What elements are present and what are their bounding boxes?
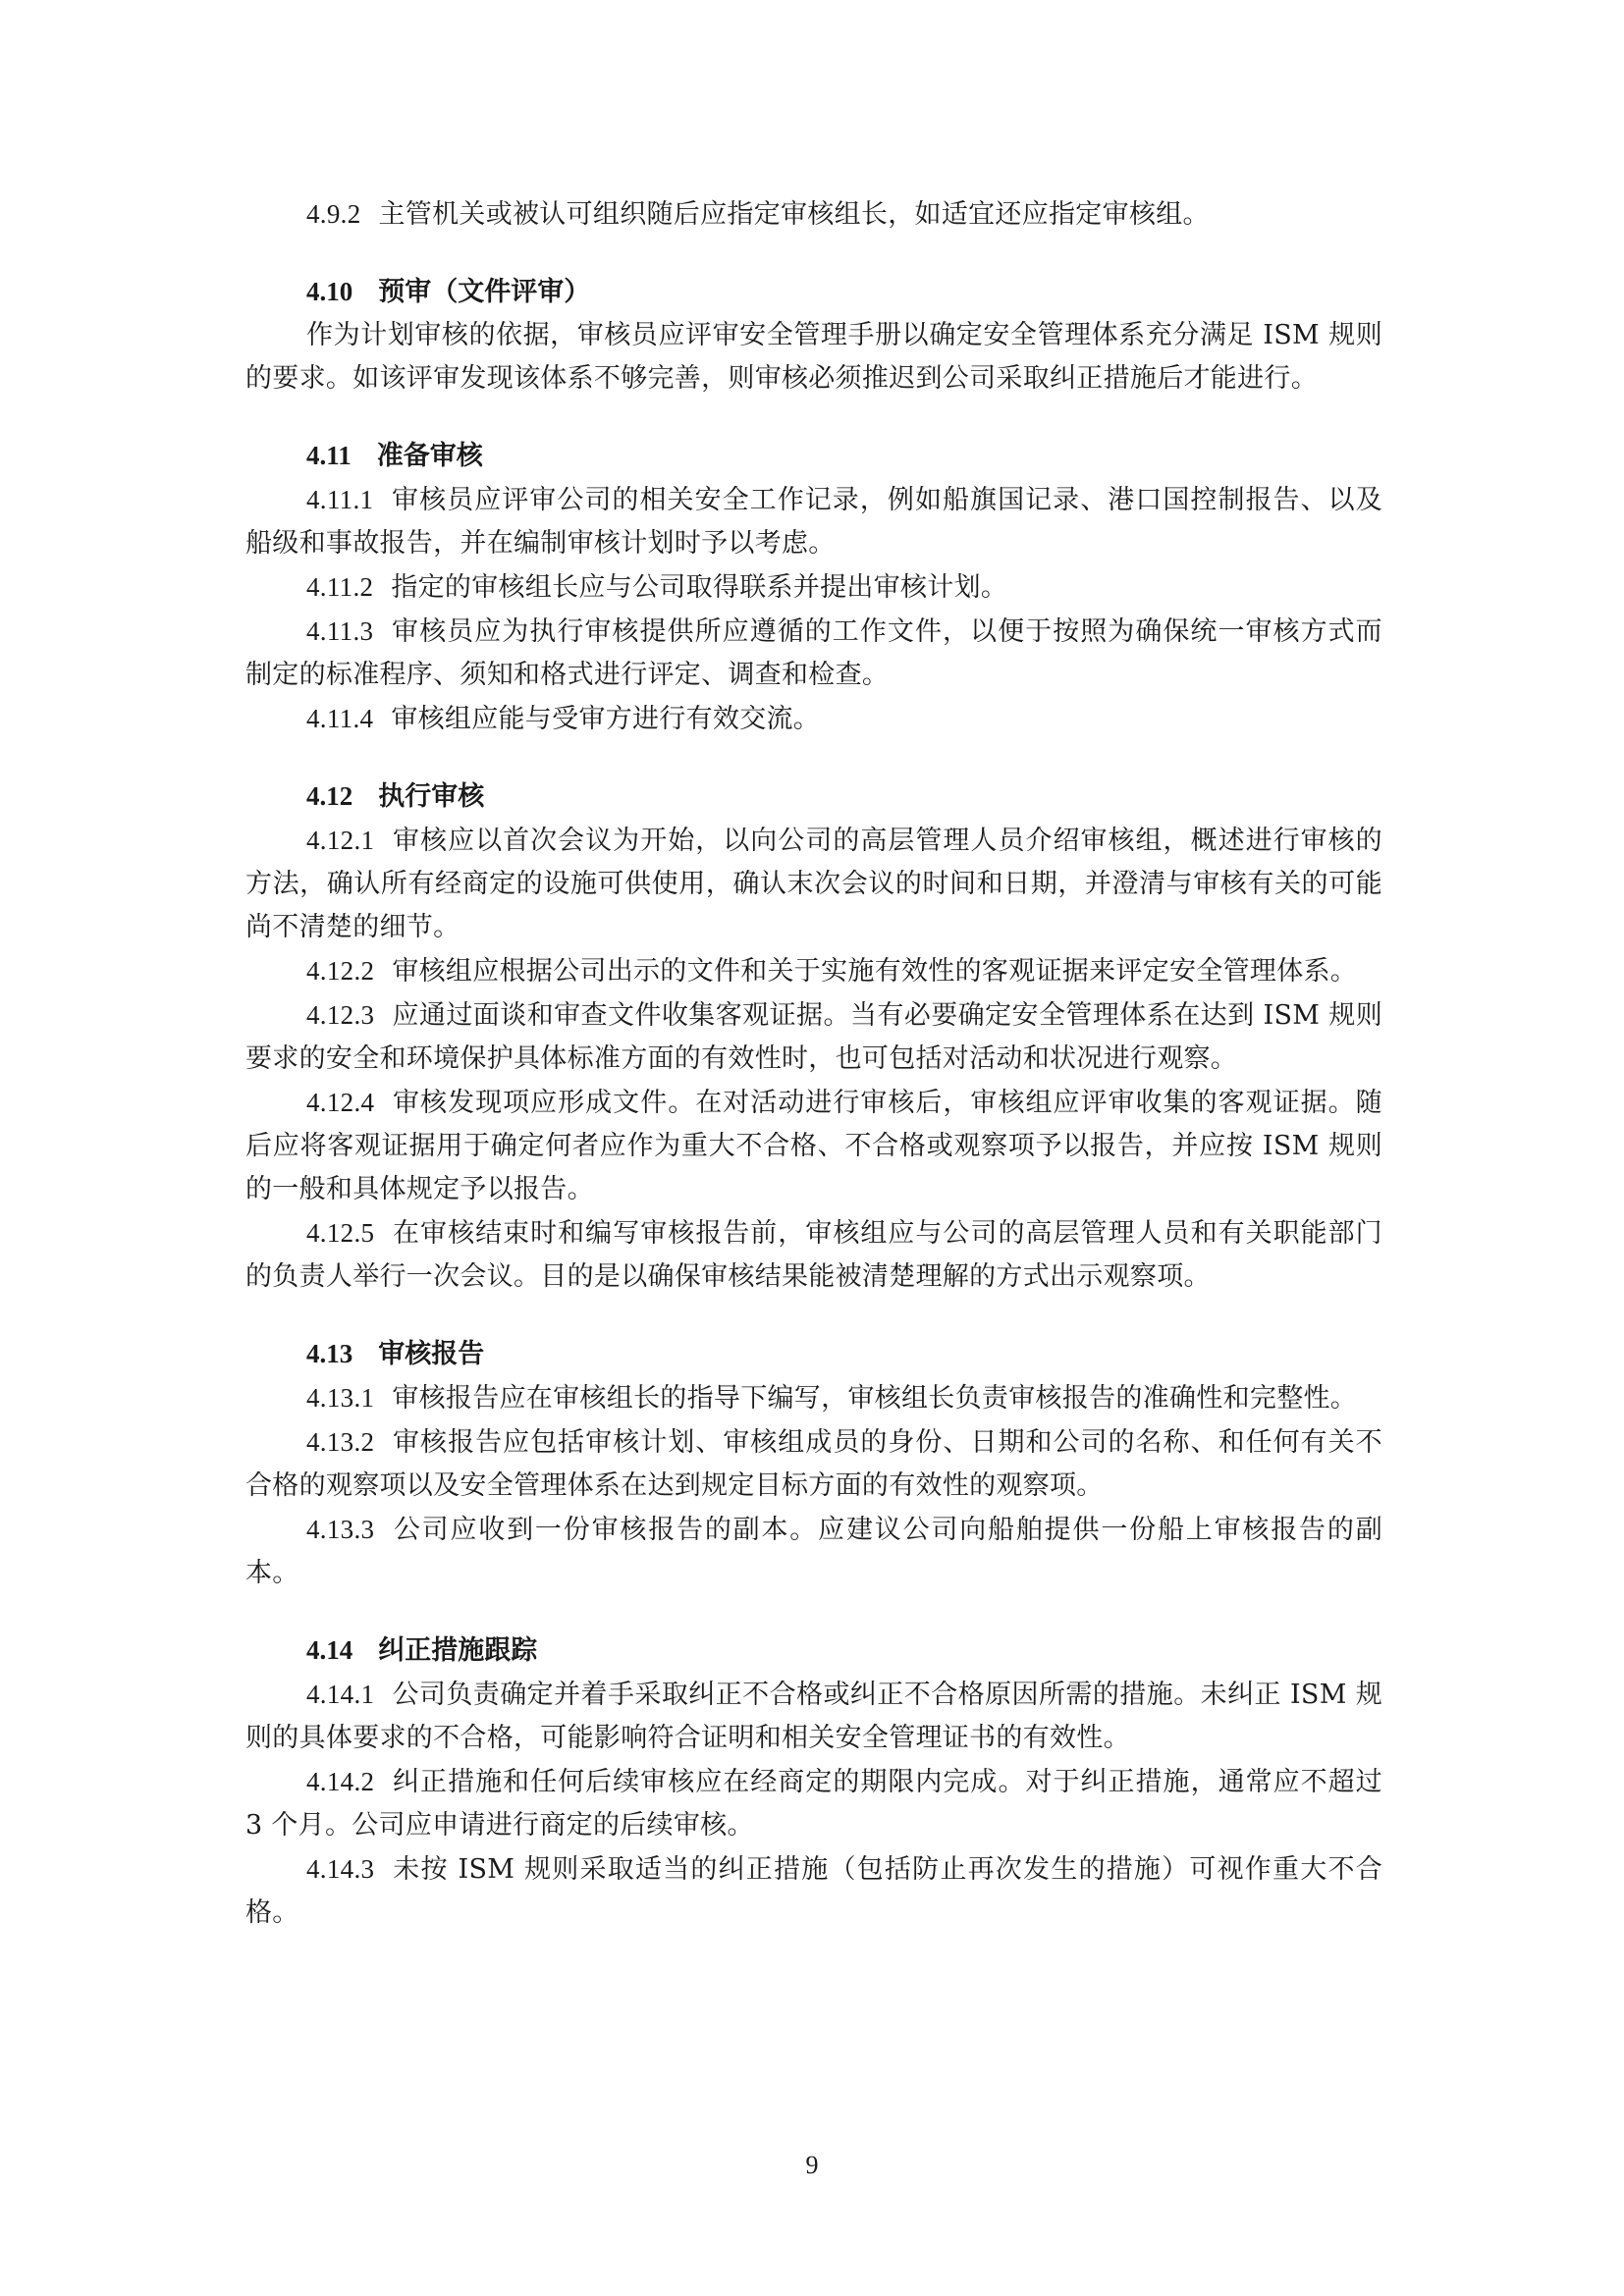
section-title: 预审（文件评审）	[378, 277, 591, 307]
paragraph-text: 公司负责确定并着手采取纠正不合格或纠正不合格原因所需的措施。未纠正 ISM 规则的具体要求的不合格，可能影响符合证明和相关安全管理证书的有效性。	[245, 1680, 1382, 1753]
section-title: 纠正措施跟踪	[378, 1635, 538, 1666]
paragraph-text: 主管机关或被认可组织随后应指定审核组长，如适宜还应指定审核组。	[378, 199, 1210, 230]
paragraph-text: 审核报告应包括审核计划、审核组成员的身份、日期和公司的名称、和任何有关不合格的观察项以及安全管理体系在达到规定目标方面的有效性的观察项。	[245, 1427, 1382, 1501]
section-number: 4.12	[306, 781, 353, 811]
paragraph-number: 4.14.3	[306, 1854, 375, 1884]
paragraph-4-12-4	[245, 1081, 1382, 1211]
paragraph-4-12-5	[245, 1211, 1382, 1299]
paragraph-text: 审核应以首次会议为开始，以向公司的高层管理人员介绍审核组，概述进行审核的方法，确认所有经商定的设施可供使用，确认末次会议的时间和日期，并澄清与审核有关的可能尚不清楚的细节。	[245, 826, 1382, 942]
paragraph-4-11-1	[245, 478, 1382, 565]
paragraph-text: 指定的审核组长应与公司取得联系并提出审核计划。	[391, 572, 1008, 603]
paragraph-4-13-2	[245, 1420, 1382, 1508]
section-number: 4.13	[306, 1339, 353, 1368]
paragraph-number: 4.11.4	[306, 704, 374, 733]
paragraph-number: 4.12.5	[306, 1218, 375, 1248]
paragraph-number: 4.12.1	[306, 826, 375, 855]
paragraph-text: 纠正措施和任何后续审核应在经商定的期限内完成。对于纠正措施，通常应不超过 3 个月。公司应申请进行商定的后续审核。	[245, 1767, 1382, 1841]
paragraph-4-10	[245, 314, 1382, 400]
paragraph-number: 4.13.3	[306, 1515, 375, 1544]
section-number: 4.11	[306, 441, 352, 470]
paragraph-4-14-2	[245, 1760, 1382, 1847]
paragraph-4-11-4	[245, 697, 1382, 741]
section-heading-4-14	[245, 1629, 1382, 1673]
paragraph-4-12-2	[245, 949, 1382, 993]
paragraph-number: 4.13.2	[306, 1427, 375, 1457]
paragraph-4-11-3	[245, 610, 1382, 697]
paragraph-text: 审核员应为执行审核提供所应遵循的工作文件，以便于按照为确保统一审核方式而制定的标准程序、须知和格式进行评定、调查和检查。	[245, 616, 1382, 690]
paragraph-number: 4.12.4	[306, 1088, 375, 1117]
paragraph-number: 4.9.2	[306, 199, 361, 229]
paragraph-number: 4.14.1	[306, 1680, 375, 1709]
paragraph-text: 作为计划审核的依据，审核员应评审安全管理手册以确定安全管理体系充分满足 ISM 规则的要求。如该评审发现该体系不够完善，则审核必须推迟到公司采取纠正措施后才能进行。	[245, 320, 1382, 394]
paragraph-4-14-3	[245, 1847, 1382, 1935]
section-heading-4-13	[245, 1332, 1382, 1376]
paragraph-text: 审核组应能与受审方进行有效交流。	[391, 704, 821, 734]
paragraph-4-9-2	[245, 192, 1382, 237]
paragraph-number: 4.12.2	[306, 956, 375, 986]
paragraph-text: 未按 ISM 规则采取适当的纠正措施（包括防止再次发生的措施）可视作重大不合格。	[245, 1854, 1382, 1928]
document-body	[245, 192, 1382, 1935]
paragraph-text: 应通过面谈和审查文件收集客观证据。当有必要确定安全管理体系在达到 ISM 规则要求的安全和环境保护具体标准方面的有效性时，也可包括对活动和状况进行观察。	[245, 1000, 1382, 1074]
paragraph-text: 审核员应评审公司的相关安全工作记录，例如船旗国记录、港口国控制报告、以及船级和事故报告，并在编制审核计划时予以考虑。	[245, 485, 1382, 559]
paragraph-4-11-2	[245, 565, 1382, 610]
paragraph-number: 4.11.3	[306, 616, 374, 646]
section-number: 4.14	[306, 1635, 353, 1665]
paragraph-text: 在审核结束时和编写审核报告前，审核组应与公司的高层管理人员和有关职能部门的负责人举行一次会议。目的是以确保审核结果能被清楚理解的方式出示观察项。	[245, 1218, 1382, 1292]
section-title: 准备审核	[376, 441, 483, 471]
paragraph-4-13-1	[245, 1376, 1382, 1420]
paragraph-4-12-3	[245, 993, 1382, 1081]
section-title: 审核报告	[378, 1339, 485, 1369]
section-title: 执行审核	[378, 781, 485, 812]
paragraph-number: 4.11.2	[306, 572, 374, 602]
paragraph-number: 4.14.2	[306, 1767, 375, 1796]
paragraph-text: 审核报告应在审核组长的指导下编写，审核组长负责审核报告的准确性和完整性。	[392, 1383, 1358, 1414]
paragraph-4-12-1	[245, 819, 1382, 949]
paragraph-text: 公司应收到一份审核报告的副本。应建议公司向船舶提供一份船上审核报告的副本。	[245, 1515, 1382, 1588]
paragraph-number: 4.12.3	[306, 1000, 375, 1030]
section-heading-4-10	[245, 270, 1382, 314]
paragraph-4-13-3	[245, 1508, 1382, 1595]
section-heading-4-11	[245, 434, 1382, 478]
paragraph-text: 审核发现项应形成文件。在对活动进行审核后，审核组应评审收集的客观证据。随后应将客观证据用于确定何者应作为重大不合格、不合格或观察项予以报告，并应按 ISM 规则的一般和具体规定予以报告。	[245, 1088, 1382, 1204]
paragraph-number: 4.13.1	[306, 1383, 375, 1413]
page-number: 9	[805, 2151, 819, 2179]
section-heading-4-12	[245, 774, 1382, 819]
paragraph-4-14-1	[245, 1673, 1382, 1760]
section-number: 4.10	[306, 277, 353, 306]
paragraph-number: 4.11.1	[306, 485, 374, 514]
paragraph-text: 审核组应根据公司出示的文件和关于实施有效性的客观证据来评定安全管理体系。	[392, 956, 1358, 987]
